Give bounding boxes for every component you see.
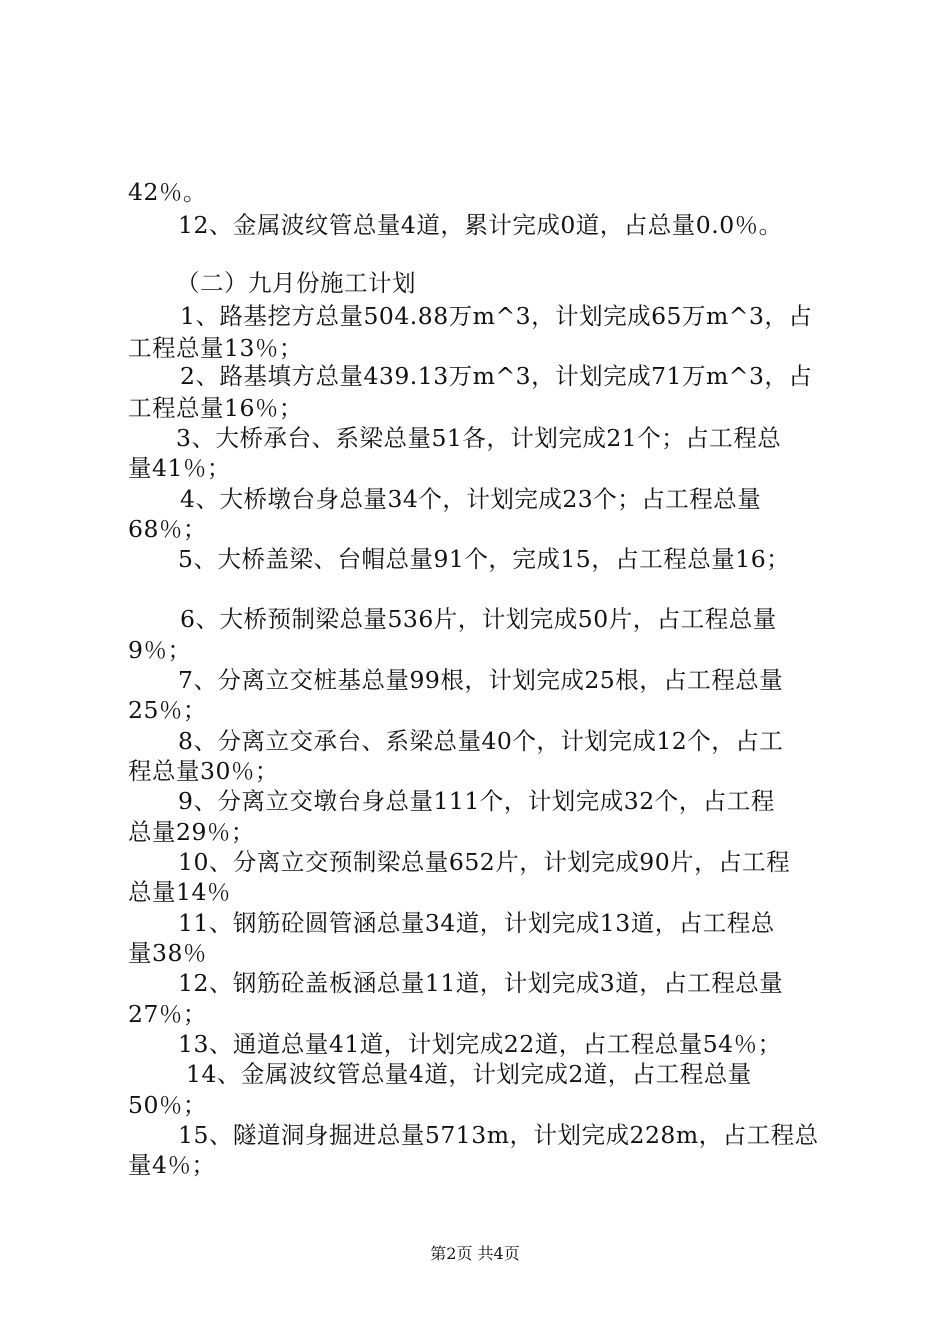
page-number-footer: 第2页 共4页 [430, 1244, 520, 1263]
text-line: 9％； [128, 636, 192, 664]
text-line: 4、大桥墩台身总量34个，计划完成23个；占工程总量 [180, 485, 762, 513]
text-line: 工程总量13％； [128, 334, 303, 362]
text-line: 25％； [128, 696, 207, 724]
text-line: 程总量30％； [128, 757, 279, 785]
text-line: 50％； [128, 1091, 207, 1119]
text-line: 总量14％ [128, 878, 231, 906]
text-line: 总量29％； [128, 818, 255, 846]
text-line: 27％； [128, 1000, 207, 1028]
text-line: 10、分离立交预制梁总量652片，计划完成90片，占工程 [178, 848, 791, 876]
text-line: 42％。 [128, 178, 207, 206]
text-line: 9、分离立交墩台身总量111个，计划完成32个，占工程 [178, 787, 775, 815]
text-line: 7、分离立交桩基总量99根，计划完成25根，占工程总量 [178, 666, 784, 694]
text-line: 1、路基挖方总量504.88万m^3，计划完成65万m^3，占 [180, 302, 813, 330]
text-line: 量38％ [128, 939, 207, 967]
text-line: 工程总量16％； [128, 394, 303, 422]
text-line: 量41％； [128, 454, 231, 482]
text-line: 量4％； [128, 1151, 216, 1179]
text-line: 2、路基填方总量439.13万m^3，计划完成71万m^3，占 [180, 362, 813, 390]
text-line: 13、通道总量41道，计划完成22道，占工程总量54％； [178, 1030, 782, 1058]
text-line: 12、金属波纹管总量4道，累计完成0道，占总量0.0％。 [178, 211, 783, 239]
section-heading: （二）九月份施工计划 [176, 269, 416, 297]
text-line: 14、金属波纹管总量4道，计划完成2道，占工程总量 [186, 1060, 752, 1088]
text-line: 15、隧道洞身掘进总量5713m，计划完成228m，占工程总 [178, 1121, 819, 1149]
text-line: 12、钢筋砼盖板涵总量11道，计划完成3道，占工程总量 [178, 969, 784, 997]
text-line: 8、分离立交承台、系梁总量40个，计划完成12个，占工 [178, 727, 784, 755]
text-line: 68％； [128, 515, 207, 543]
text-line: 6、大桥预制梁总量536片，计划完成50片，占工程总量 [180, 605, 777, 633]
text-line: 5、大桥盖梁、台帽总量91个，完成15，占工程总量16； [178, 545, 791, 573]
text-line: 11、钢筋砼圆管涵总量34道，计划完成13道，占工程总 [178, 909, 775, 937]
text-line: 3、大桥承台、系梁总量51各，计划完成21个；占工程总 [176, 424, 782, 452]
